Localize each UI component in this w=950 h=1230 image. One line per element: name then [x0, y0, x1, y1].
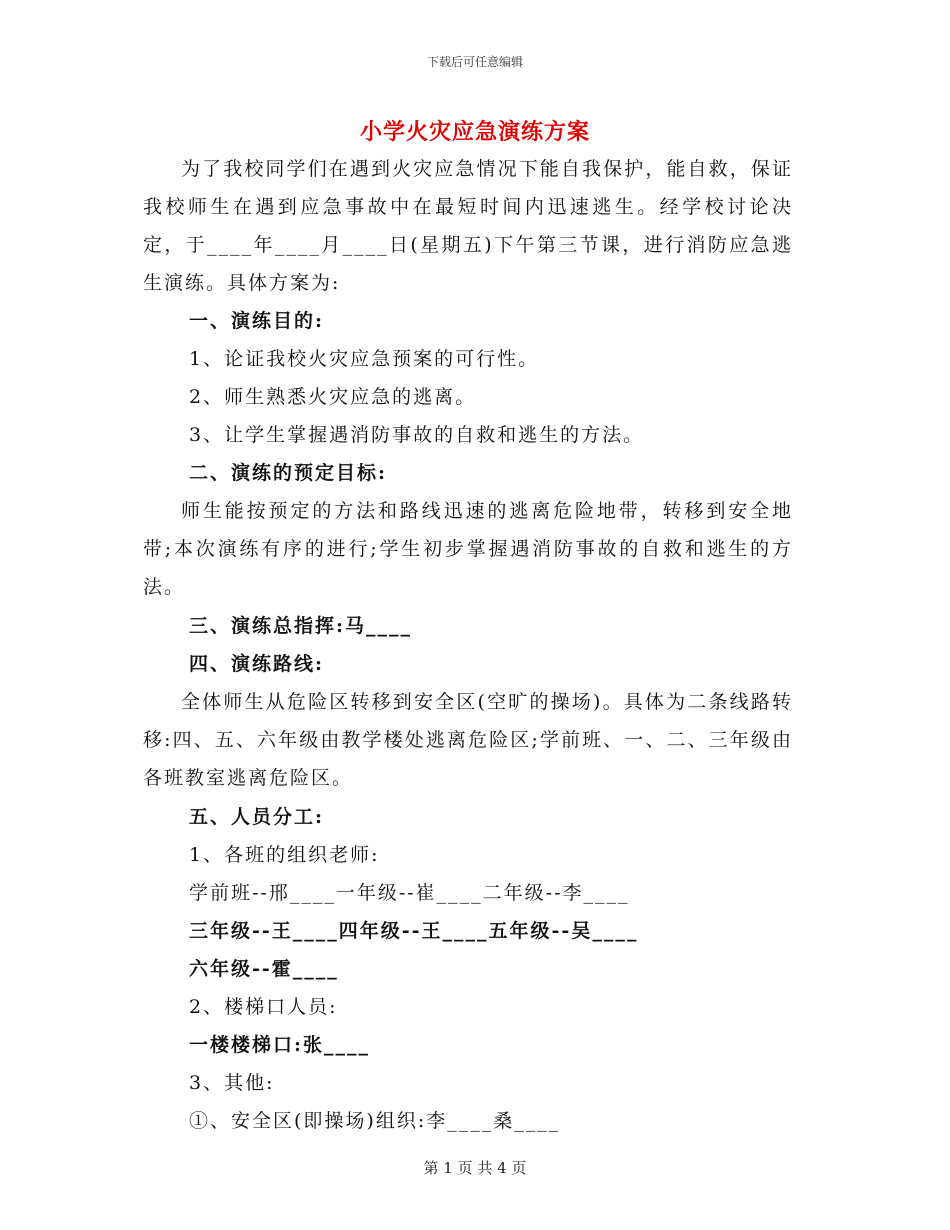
section-5-item-1: 1、各班的组织老师: [189, 844, 380, 866]
stairway-line: 一楼楼梯口:张____ [189, 1034, 371, 1056]
section-5-heading: 五、人员分工: [189, 806, 325, 828]
section-3-heading: 三、演练总指挥:马____ [189, 615, 413, 637]
page-header: 下载后可任意编辑 [426, 55, 523, 69]
section-1-item-3: 3、让学生掌握遇消防事故的自救和逃生的方法。 [189, 424, 645, 446]
section-5-item-3: 3、其他: [189, 1072, 275, 1094]
page-footer: 第 1 页 共 4 页 [423, 1159, 527, 1177]
section-4-heading: 四、演练路线: [189, 653, 325, 675]
teacher-line-c: 六年级--霍____ [189, 958, 339, 980]
section-2-heading: 二、演练的预定目标: [189, 462, 388, 484]
section-4-paragraph: 全体师生从危险区转移到安全区(空旷的操场)。具体为二条线路转移:四、五、六年级由教学楼处逃离危险区;学前班、一、二、三年级由各班教室逃离危险区。 [143, 691, 793, 789]
intro-paragraph: 为了我校同学们在遇到火灾应急情况下能自我保护，能自救，保证我校师生在遇到应急事故中在最短时间内迅速逃生。经学校讨论决定，于____年____月____日(星期五)下午第三节课，进行消防应急逃生演练。具体方案为: [143, 158, 793, 294]
section-1-item-1: 1、论证我校火灾应急预案的可行性。 [189, 348, 540, 370]
section-1-item-2: 2、师生熟悉火灾应急的逃离。 [189, 386, 477, 408]
document-title: 小学火灾应急演练方案 [359, 119, 590, 145]
teacher-line-b: 三年级--王____四年级--王____五年级--吴____ [189, 920, 639, 942]
section-2-paragraph: 师生能按预定的方法和路线迅速的逃离危险地带，转移到安全地带;本次演练有序的进行;学生初步掌握遇消防事故的自救和逃生的方法。 [143, 500, 793, 598]
section-5-item-2: 2、楼梯口人员: [189, 996, 338, 1018]
safety-area-line: ①、安全区(即操场)组织:李____桑____ [189, 1110, 561, 1132]
section-1-heading: 一、演练目的: [189, 310, 325, 332]
teacher-line-a: 学前班--邢____一年级--崔____二年级--李____ [189, 882, 630, 904]
document-body [143, 150, 793, 1140]
